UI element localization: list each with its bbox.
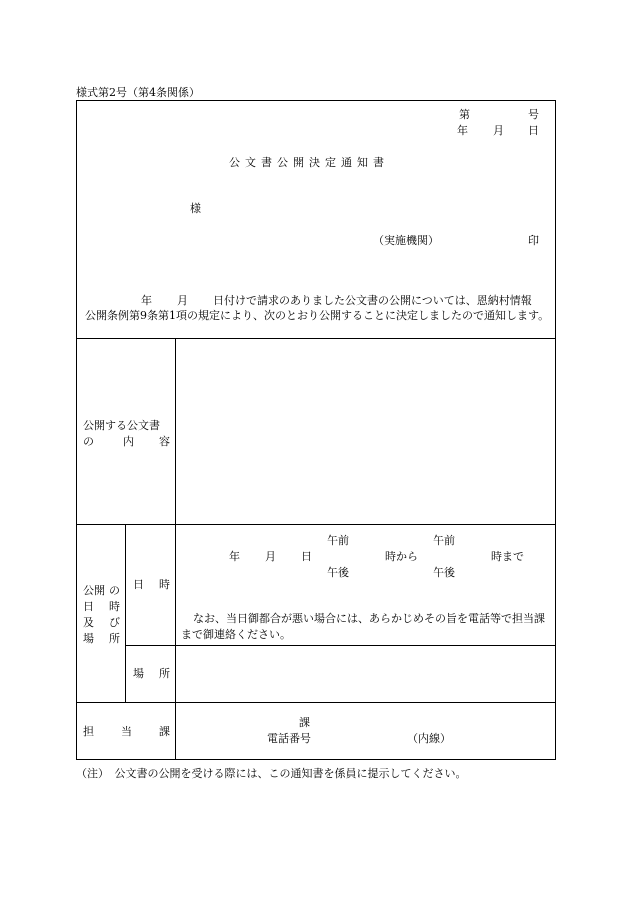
rule-schedule-top [77, 524, 555, 525]
issuer-label: （実施機関） [373, 234, 439, 247]
department-label-to: 当 [121, 725, 132, 738]
schedule-label-sho: 所 [109, 632, 120, 645]
datetime-label-hi: 日 [133, 578, 144, 591]
schedule-day: 日 [301, 550, 312, 563]
am-end: 午前 [433, 534, 455, 547]
footnote: （注） 公文書の公開を受ける際には、この通知書を係員に提示してください。 [76, 767, 467, 780]
date-month: 月 [493, 124, 504, 137]
content-label-line1: 公開する公文書 [83, 419, 160, 432]
rule-department-top [77, 702, 555, 703]
content-label-nai: 内 [123, 435, 134, 448]
notice-form [76, 100, 556, 760]
date-day: 日 [528, 124, 539, 137]
form-number-label: 様式第2号（第4条関係） [76, 86, 200, 99]
schedule-notice: なお、当日御都合が悪い場合には、あらかじめその旨を電話等で担当課まで御連絡ください。 [181, 612, 545, 641]
intro-year: 年 [141, 294, 152, 307]
department-label-ka: 課 [159, 725, 170, 738]
seal-mark: 印 [528, 234, 539, 247]
pm-start: 午後 [327, 566, 349, 579]
content-label-you: 容 [159, 435, 170, 448]
rule-content-top [77, 338, 555, 339]
time-from: 時から [385, 550, 418, 563]
number-suffix: 号 [528, 108, 539, 121]
schedule-label-kokai: 公開 [83, 584, 105, 597]
schedule-label-ba: 場 [83, 632, 94, 645]
pm-end: 午後 [433, 566, 455, 579]
department-label-tan: 担 [83, 725, 94, 738]
rule-schedule-subcolumn [125, 524, 126, 702]
datetime-label-ji: 時 [159, 578, 170, 591]
schedule-label-oyo: 及 [83, 616, 94, 629]
intro-text-line1: 日付けで請求のありました公文書の公開については、恩納村情報 [213, 294, 532, 307]
extension-label: （内線） [407, 732, 451, 745]
addressee-suffix: 様 [190, 202, 201, 215]
phone-label: 電話番号 [267, 732, 311, 745]
place-label-ba: 場 [133, 667, 144, 680]
time-to: 時まで [491, 550, 524, 563]
intro-text-rest: 公開条例第9条第1項の規定により、次のとおり公開することに決定しましたので通知します。 [85, 309, 550, 322]
intro-month: 月 [177, 294, 188, 307]
schedule-label-hi: 日 [83, 600, 94, 613]
schedule-label-ji: 時 [109, 600, 120, 613]
schedule-month: 月 [265, 550, 276, 563]
date-year: 年 [457, 124, 468, 137]
document-title: 公文書公開決定通知書 [229, 156, 389, 169]
am-start: 午前 [327, 534, 349, 547]
schedule-label-no: の [109, 584, 120, 597]
schedule-year: 年 [229, 550, 240, 563]
content-label-no: の [83, 435, 94, 448]
department-section-suffix: 課 [299, 716, 310, 729]
number-prefix: 第 [459, 108, 470, 121]
rule-place-top [125, 645, 555, 646]
rule-label-column [175, 338, 176, 760]
place-label-sho: 所 [159, 667, 170, 680]
schedule-label-bi: び [109, 616, 120, 629]
